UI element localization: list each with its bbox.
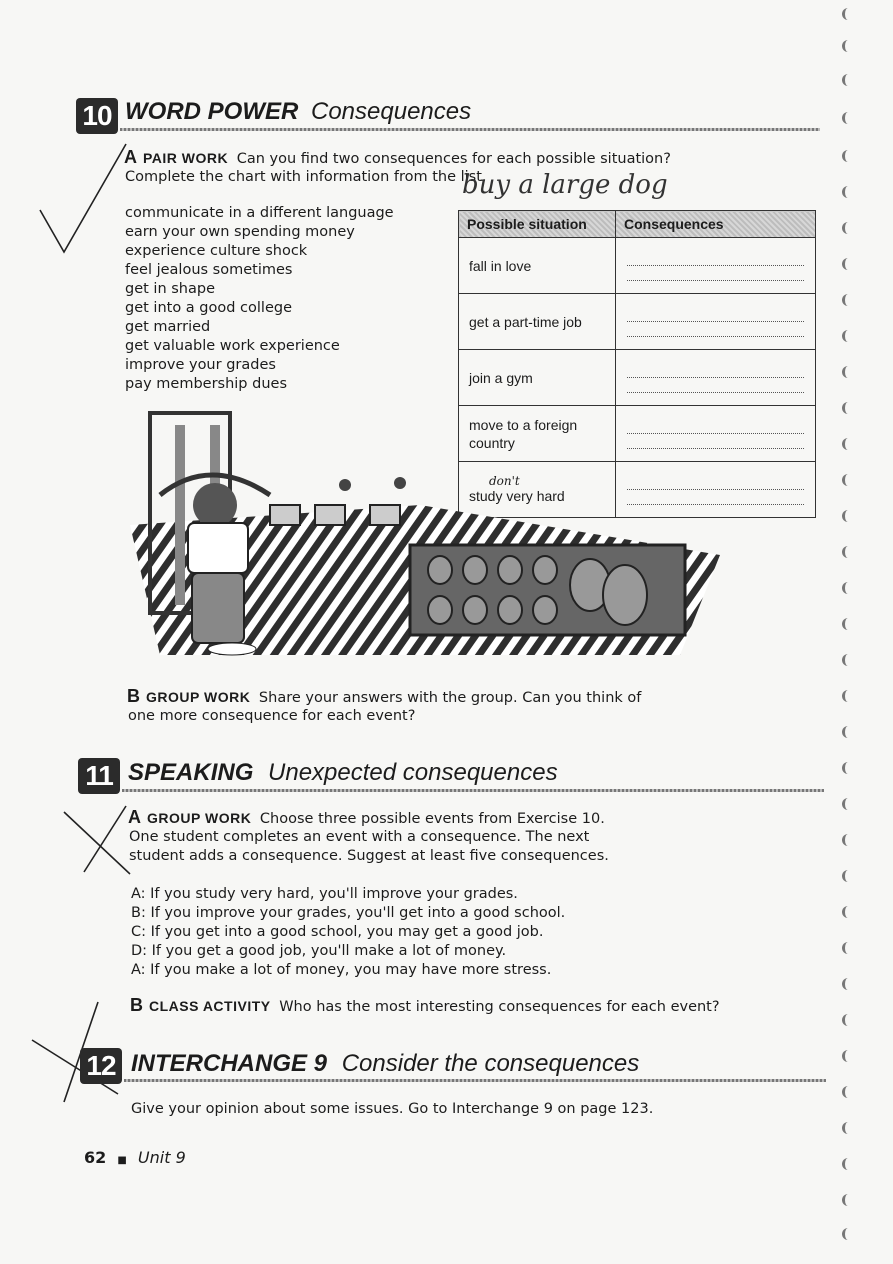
- section-11-number: 11: [78, 758, 120, 794]
- part-a-line3: student adds a consequence. Suggest at least five consequences.: [129, 848, 609, 864]
- section-12-number: 12: [80, 1048, 122, 1084]
- situation-cell: get a part-time job: [459, 294, 616, 350]
- consequence-cell[interactable]: [616, 294, 816, 350]
- part-b-text: Who has the most interesting consequences for each event?: [279, 999, 720, 1015]
- section-12-text: Give your opinion about some issues. Go to Interchange 9 on page 123.: [131, 1101, 654, 1117]
- list-item: pay membership dues: [125, 376, 287, 392]
- check-mark-icon: [36, 140, 136, 260]
- part-b-line1: Share your answers with the group. Can you think of: [258, 690, 642, 706]
- list-item: communicate in a different language: [125, 205, 394, 221]
- list-item: get valuable work experience: [125, 338, 340, 354]
- page-footer: [84, 1148, 186, 1167]
- page-number: 62: [84, 1148, 107, 1167]
- consequence-cell[interactable]: [616, 350, 816, 406]
- list-item: improve your grades: [125, 357, 276, 373]
- list-item: get in shape: [125, 281, 216, 297]
- section-11-title-bold: SPEAKING: [128, 759, 254, 786]
- handwritten-note: buy a large dog: [462, 170, 668, 200]
- section-12-title-rest: Consider the consequences: [341, 1050, 640, 1077]
- part-a-letter: A: [128, 807, 141, 827]
- section-10-number: 10: [76, 98, 118, 134]
- section-10-part-a: [124, 148, 671, 169]
- section-12-title-bold: INTERCHANGE 9: [131, 1050, 328, 1077]
- dialogue-line: A: If you study very hard, you'll improve your grades.: [131, 886, 518, 902]
- group-work-label: GROUP WORK: [146, 689, 251, 705]
- section-10-title: [125, 98, 471, 126]
- word-list: [125, 204, 394, 394]
- list-item: get into a good college: [125, 300, 293, 316]
- part-a-line1: Can you find two consequences for each possible situation?: [236, 151, 671, 167]
- table-row: [459, 350, 816, 406]
- footer-separator: ■: [117, 1155, 127, 1166]
- part-b-letter: B: [130, 995, 143, 1015]
- part-a-letter: A: [124, 147, 137, 167]
- handwritten-note-dont: don't: [489, 473, 520, 488]
- list-item: get married: [125, 319, 211, 335]
- section-10-rule: [120, 128, 820, 131]
- list-item: feel jealous sometimes: [125, 262, 293, 278]
- dialogue-line: B: If you improve your grades, you'll get into a good school.: [131, 905, 566, 921]
- consequence-cell[interactable]: [616, 238, 816, 294]
- dialogue-line: D: If you get a good job, you'll make a lot of money.: [131, 943, 507, 959]
- part-b-line2: one more consequence for each event?: [128, 708, 416, 724]
- chart-header-consequences: Consequences: [616, 211, 816, 238]
- table-row: [459, 238, 816, 294]
- section-11-part-b: [130, 996, 720, 1017]
- gym-illustration: [120, 405, 720, 667]
- class-activity-label: CLASS ACTIVITY: [149, 998, 271, 1014]
- table-row: [459, 294, 816, 350]
- situation-cell: move to a foreign country: [459, 406, 616, 462]
- section-10-part-b: [127, 687, 641, 708]
- group-work-label: GROUP WORK: [147, 810, 252, 826]
- unit-label: Unit 9: [137, 1148, 186, 1167]
- section-11-title: [128, 759, 558, 787]
- dialogue-line: A: If you make a lot of money, you may have more stress.: [131, 962, 552, 978]
- list-item: earn your own spending money: [125, 224, 355, 240]
- situation-cell: join a gym: [459, 350, 616, 406]
- section-12-rule: [124, 1079, 826, 1082]
- part-a-line2: Complete the chart with information from the list.: [125, 169, 487, 185]
- pair-work-label: PAIR WORK: [143, 150, 229, 166]
- section-11-title-rest: Unexpected consequences: [268, 759, 558, 786]
- dialogue-line: C: If you get into a good school, you may get a good job.: [131, 924, 544, 940]
- section-10-title-rest: Consequences: [311, 98, 472, 125]
- section-10-title-bold: WORD POWER: [125, 98, 299, 125]
- section-12-title: [131, 1050, 639, 1078]
- dialogue: [131, 885, 565, 980]
- chart-header-situation: Possible situation: [459, 211, 616, 238]
- situation-cell: fall in love: [459, 238, 616, 294]
- section-11-rule: [122, 789, 824, 792]
- section-11-part-a: [128, 808, 605, 829]
- list-item: experience culture shock: [125, 243, 308, 259]
- part-b-letter: B: [127, 686, 140, 706]
- part-a-line1: Choose three possible events from Exercise 10.: [259, 811, 605, 827]
- situation-text: study very hard: [469, 487, 565, 504]
- part-a-line2: One student completes an event with a consequence. The next: [129, 829, 590, 845]
